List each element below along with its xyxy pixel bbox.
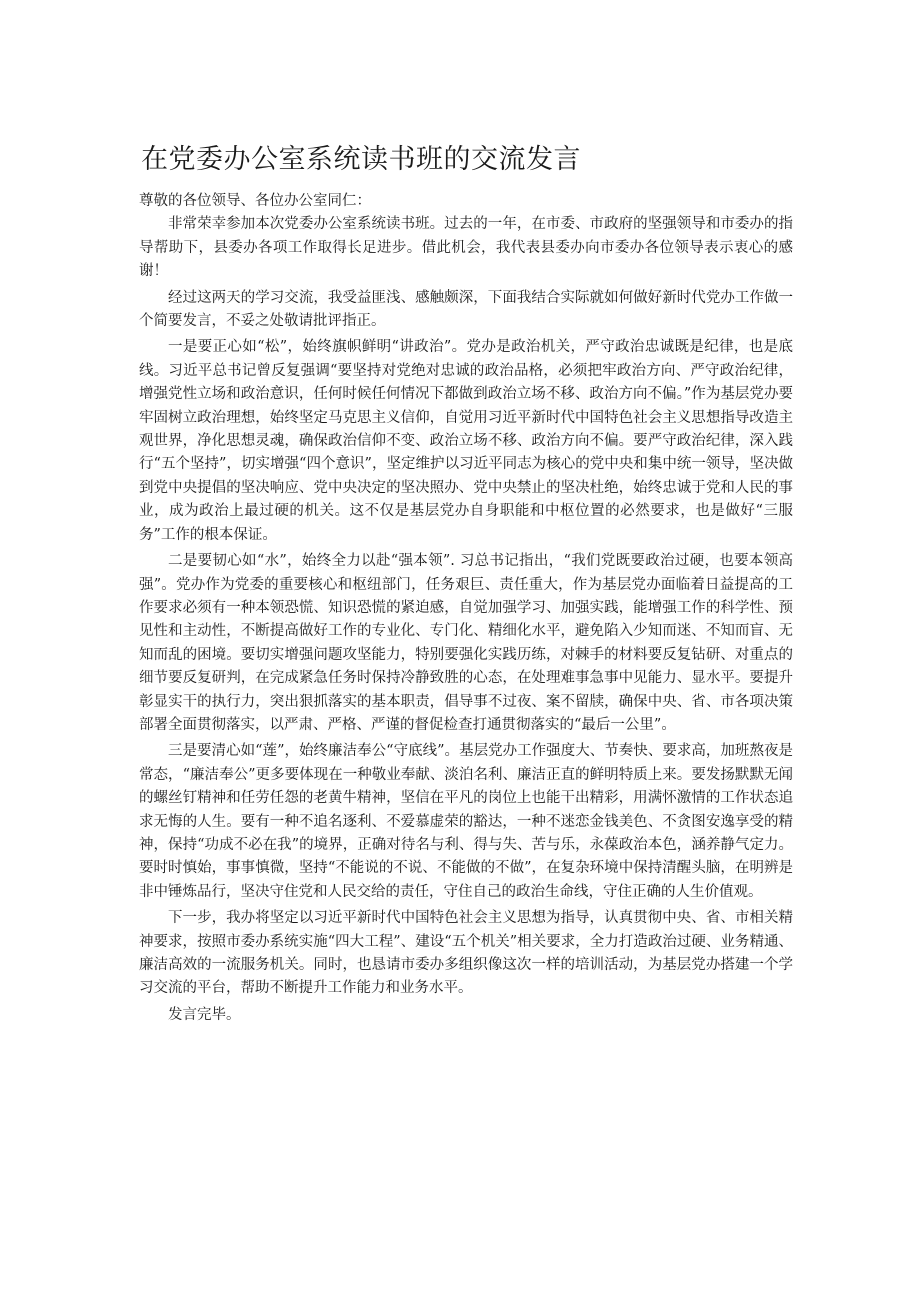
paragraph-integrity: 三是要清心如“莲”，始终廉洁奉公“守底线”。基层党办工作强度大、节奏快、要求高，加班熬夜是常态，“廉洁奉公”更多要体现在一种敬业奉献、淡泊名利、廉洁正直的鲜明特质上来。要发扬默默无闻的螺丝钉精神和任劳任怨的老黄牛精神，坚信在平凡的岗位上也能干出精彩，用满怀激情的工作状态追求无悔的人生。要有一种不追名逐利、不爱慕虚荣的豁达，一种不迷恋金钱美色、不贪图安逸享受的精神，保持“功成不必在我”的境界，正确对待名与利、得与失、苦与乐，永葆政治本色，涵养静气定力。要时时慎始，事事慎微，坚持“不能说的不说、不能做的不做”，在复杂环境中保持清醒头脑，在明辨是非中锤炼品行，坚决守住党和人民交给的责任，守住自己的政治生命线，守住正确的人生价值观。 bbox=[139, 743, 793, 900]
salutation: 尊敬的各位领导、各位办公室同仁： bbox=[139, 193, 371, 209]
paragraph-ability: 二是要韧心如“水”，始终全力以赴“强本领”. 习总书记指出，“我们党既要政治过硬，也要本领高强”。党办作为党委的重要核心和枢纽部门，任务艰巨、责任重大，作为基层党办面临着日益提高的工作要求必须有一种本领恐慌、知识恐慌的紧迫感，自觉加强学习、加强实践，能增强工作的科学性、预见性和主动性，不断提高做好工作的专业化、专门化、精细化水平，避免陷入少知而迷、不知而盲、无知而乱的困境。要切实增强问题攻坚能力，特别要强化实践历练，对棘手的材料要反复钻研、对重点的细节要反复研判，在完成紧急任务时保持冷静致胜的心态，在处理难事急事中见能力、显水平。要提升彰显实干的执行力，突出狠抓落实的基本职责，倡导事不过夜、案不留牍，确保中央、省、市各项决策部署全面贯彻落实，以严肃、严格、严谨的督促检查打通贯彻落实的“最后一公里”。 bbox=[139, 553, 793, 733]
paragraph-intro: 经过这两天的学习交流，我受益匪浅、感触颇深，下面我结合实际就如何做好新时代党办工作做一个简要发言，不妥之处敬请批评指正。 bbox=[139, 289, 793, 330]
document-page bbox=[139, 140, 793, 1030]
paragraph-thanks: 非常荣幸参加本次党委办公室系统读书班。过去的一年，在市委、市政府的坚强领导和市委办的指导帮助下，县委办各项工作取得长足进步。借此机会，我代表县委办向市委办各位领导表示衷心的感谢！ bbox=[139, 216, 793, 280]
document-title: 在党委办公室系统读书班的交流发言 bbox=[141, 144, 581, 175]
paragraph-next-steps: 下一步，我办将坚定以习近平新时代中国特色社会主义思想为指导，认真贯彻中央、省、市相关精神要求，按照市委办系统实施“四大工程”、建设“五个机关”相关要求，全力打造政治过硬、业务精通、廉洁高效的一流服务机关。同时，也恳请市委办多组织像这次一样的培训活动，为基层党办搭建一个学习交流的平台，帮助不断提升工作能力和业务水平。 bbox=[139, 910, 793, 997]
closing-remark: 发言完毕。 bbox=[168, 1006, 241, 1023]
paragraph-politics: 一是要正心如“松”，始终旗帜鲜明“讲政治”。党办是政治机关，严守政治忠诚既是纪律，也是底线。习近平总书记曾反复强调“要坚持对党绝对忠诚的政治品格，必须把牢政治方向、严守政治纪律，增强党性立场和政治意识，任何时候任何情况下都做到政治立场不移、政治方向不偏。”作为基层党办要牢固树立政治理想，始终坚定马克思主义信仰，自觉用习近平新时代中国特色社会主义思想指导改造主观世界，净化思想灵魂，确保政治信仰不变、政治立场不移、政治方向不偏。要严守政治纪律，深入践行“五个坚持”，切实增强“四个意识”，坚定维护以习近平同志为核心的党中央和集中统一领导，坚决做到党中央提倡的坚决响应、党中央决定的坚决照办、党中央禁止的坚决杜绝，始终忠诚于党和人民的事业，成为政治上最过硬的机关。这不仅是基层党办自身职能和中枢位置的必然要求，也是做好“三服务”工作的根本保证。 bbox=[139, 339, 793, 543]
